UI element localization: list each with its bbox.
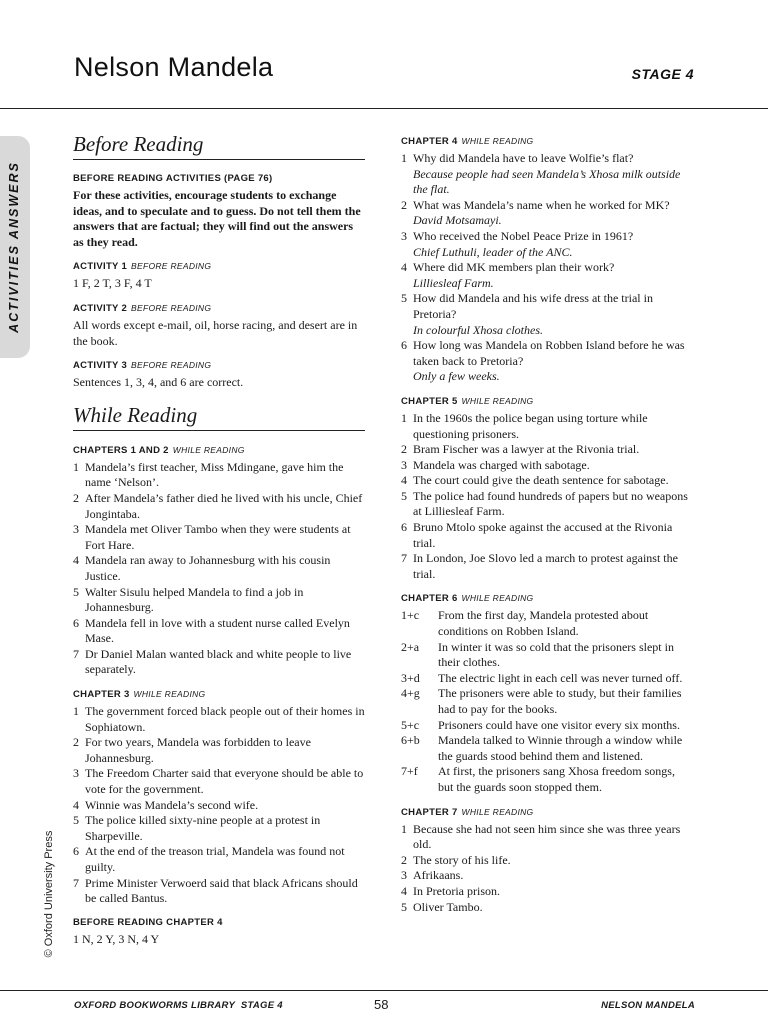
list-item: 7 Dr Daniel Malan wanted black and white people to live separately. <box>73 646 352 677</box>
activity-3-heading: ACTIVITY 3 BEFORE READING <box>73 360 212 372</box>
list-item: 3 Mandela met Oliver Tambo when they were students at Fort Hare. <box>73 522 351 552</box>
list-item: 3 Who received the Nobel Peace Prize in 1961? Chief Luthuli, leader of the ANC. <box>401 228 634 259</box>
list-item: 1 In the 1960s the police began using torture while questioning prisoners. <box>401 410 648 441</box>
page-number: 58 <box>374 997 389 1012</box>
list-item: 5 Walter Sisulu helped Mandela to find a job in Johannesburg. <box>73 584 304 615</box>
list-item: 2 Bram Fischer was a lawyer at the Rivonia trial. <box>401 442 640 457</box>
list-item: 5 The police killed sixty-nine people at a protest in Sharpeville. <box>73 813 321 843</box>
footer-rule <box>0 990 768 991</box>
list-item: 2+a In winter it was so cold that the prisoners slept in their clothes. <box>401 639 674 670</box>
list-item: 6 Bruno Mtolo spoke against the accused at the Rivonia trial. <box>401 520 673 550</box>
footer-book-title: NELSON MANDELA <box>601 1000 695 1011</box>
chapter-6-heading: CHAPTER 6 WHILE READING <box>401 593 534 605</box>
chapter-4-list <box>401 151 693 385</box>
list-item: 4 Winnie was Mandela’s second wife. <box>73 797 259 812</box>
list-item: 1 Because she had not seen him since she was three years old. <box>401 821 681 852</box>
copyright-note: © Oxford University Press <box>43 830 55 958</box>
list-item: 5+c Prisoners could have one visitor every six months. <box>401 717 680 732</box>
list-item: 2 For two years, Mandela was forbidden to leave Johannesburg. <box>73 735 311 765</box>
list-item: 3 Afrikaans. <box>401 868 464 883</box>
list-item: 5 The police had found hundreds of papers but no weapons at Lilliesleaf Farm. <box>401 488 688 519</box>
list-item: 2 What was Mandela’s name when he worked for MK? David Motsamayi. <box>401 197 670 228</box>
list-item: 2 After Mandela’s father died he lived with his uncle, Chief Jongintaba. <box>73 490 363 521</box>
before-reading-chapter-4-heading: BEFORE READING CHAPTER 4 <box>73 916 223 928</box>
activity-2-answers: All words except e-mail, oil, horse racing, and desert are in the book. <box>73 317 358 348</box>
chapter-3-heading: CHAPTER 3 WHILE READING <box>73 689 206 701</box>
stage-label: STAGE 4 <box>631 66 694 82</box>
list-item: 4 Where did MK members plan their work? Lilliesleaf Farm. <box>401 260 615 290</box>
list-item: 4 The court could give the death sentence for sabotage. <box>401 473 669 488</box>
page-title: Nelson Mandela <box>74 52 274 82</box>
list-item: 1 Why did Mandela have to leave Wolfie’s flat? Because people had seen Mandela’s Xhosa milk outside the flat. <box>401 151 681 197</box>
activity-3-answers: Sentences 1, 3, 4, and 6 are correct. <box>73 375 244 390</box>
chapter-3-list <box>73 704 365 907</box>
chapter-4-heading: CHAPTER 4 WHILE READING <box>401 136 534 147</box>
list-item: 6 At the end of the treason trial, Mandela was found not guilty. <box>73 844 345 874</box>
list-item: 4 In Pretoria prison. <box>401 883 500 898</box>
list-item: 3 Mandela was charged with sabotage. <box>401 457 590 472</box>
chapter-5-list <box>401 411 693 583</box>
activities-heading: BEFORE READING ACTIVITIES (PAGE 76) <box>73 173 273 184</box>
list-item: 1+c From the first day, Mandela protested about conditions on Robben Island. <box>401 608 649 639</box>
left-column <box>73 132 365 947</box>
list-item: 3 The Freedom Charter said that everyone should be able to vote for the government. <box>73 766 364 797</box>
list-item: 4 Mandela ran away to Johannesburg with his cousin Justice. <box>73 553 331 583</box>
chapters-1-2-list <box>73 460 365 678</box>
list-item: 6 Mandela fell in love with a student nurse called Evelyn Mase. <box>73 615 350 646</box>
footer-series: OXFORD BOOKWORMS LIBRARY STAGE 4 <box>74 1000 283 1011</box>
chapter-6-list <box>401 608 693 795</box>
right-column <box>401 135 693 915</box>
list-item: 2 The story of his life. <box>401 852 511 867</box>
chapter-5-heading: CHAPTER 5 WHILE READING <box>401 395 534 407</box>
list-item: 5 Oliver Tambo. <box>401 899 483 914</box>
activities-intro: For these activities, encourage students to exchange ideas, and to speculate and to guess. Do not tell them the answers that are factual; they will find out the answers as they read. <box>73 188 361 249</box>
side-tab-label: ACTIVITIES ANSWERS <box>7 161 21 333</box>
list-item: 4+g The prisoners were able to study, but their families had to pay for the books. <box>401 686 682 716</box>
activity-1-heading: ACTIVITY 1 BEFORE READING <box>73 261 212 273</box>
before-reading-chapter-4-answers: 1 N, 2 Y, 3 N, 4 Y <box>73 931 160 946</box>
list-item: 5 How did Mandela and his wife dress at the trial in Pretoria? In colourful Xhosa clothes. <box>401 291 653 337</box>
list-item: 3+d The electric light in each cell was never turned off. <box>401 670 683 685</box>
activity-1-answers: 1 F, 2 T, 3 F, 4 T <box>73 276 152 291</box>
chapters-1-2-heading: CHAPTERS 1 AND 2 WHILE READING <box>73 444 245 456</box>
header-rule <box>0 108 768 109</box>
list-item: 6 How long was Mandela on Robben Island before he was taken back to Pretoria? Only a few weeks. <box>401 338 685 384</box>
list-item: 7+f At first, the prisoners sang Xhosa freedom songs, but the guards soon stopped them. <box>401 764 675 794</box>
list-item: 7 Prime Minister Verwoerd said that black Africans should be called Bantus. <box>73 875 358 906</box>
section-title-while-reading: While Reading <box>73 403 365 431</box>
activity-2-heading: ACTIVITY 2 BEFORE READING <box>73 302 212 314</box>
list-item: 1 Mandela’s first teacher, Miss Mdingane, gave him the name ‘Nelson’. <box>73 459 344 490</box>
chapter-7-list <box>401 822 693 916</box>
chapter-7-heading: CHAPTER 7 WHILE READING <box>401 806 534 818</box>
side-tab <box>0 136 30 358</box>
section-title-before-reading: Before Reading <box>73 132 365 160</box>
list-item: 7 In London, Joe Slovo led a march to protest against the trial. <box>401 551 678 581</box>
list-item: 1 The government forced black people out of their homes in Sophiatown. <box>73 704 365 734</box>
list-item: 6+b Mandela talked to Winnie through a window while the guards stood behind them and listened. <box>401 733 683 763</box>
